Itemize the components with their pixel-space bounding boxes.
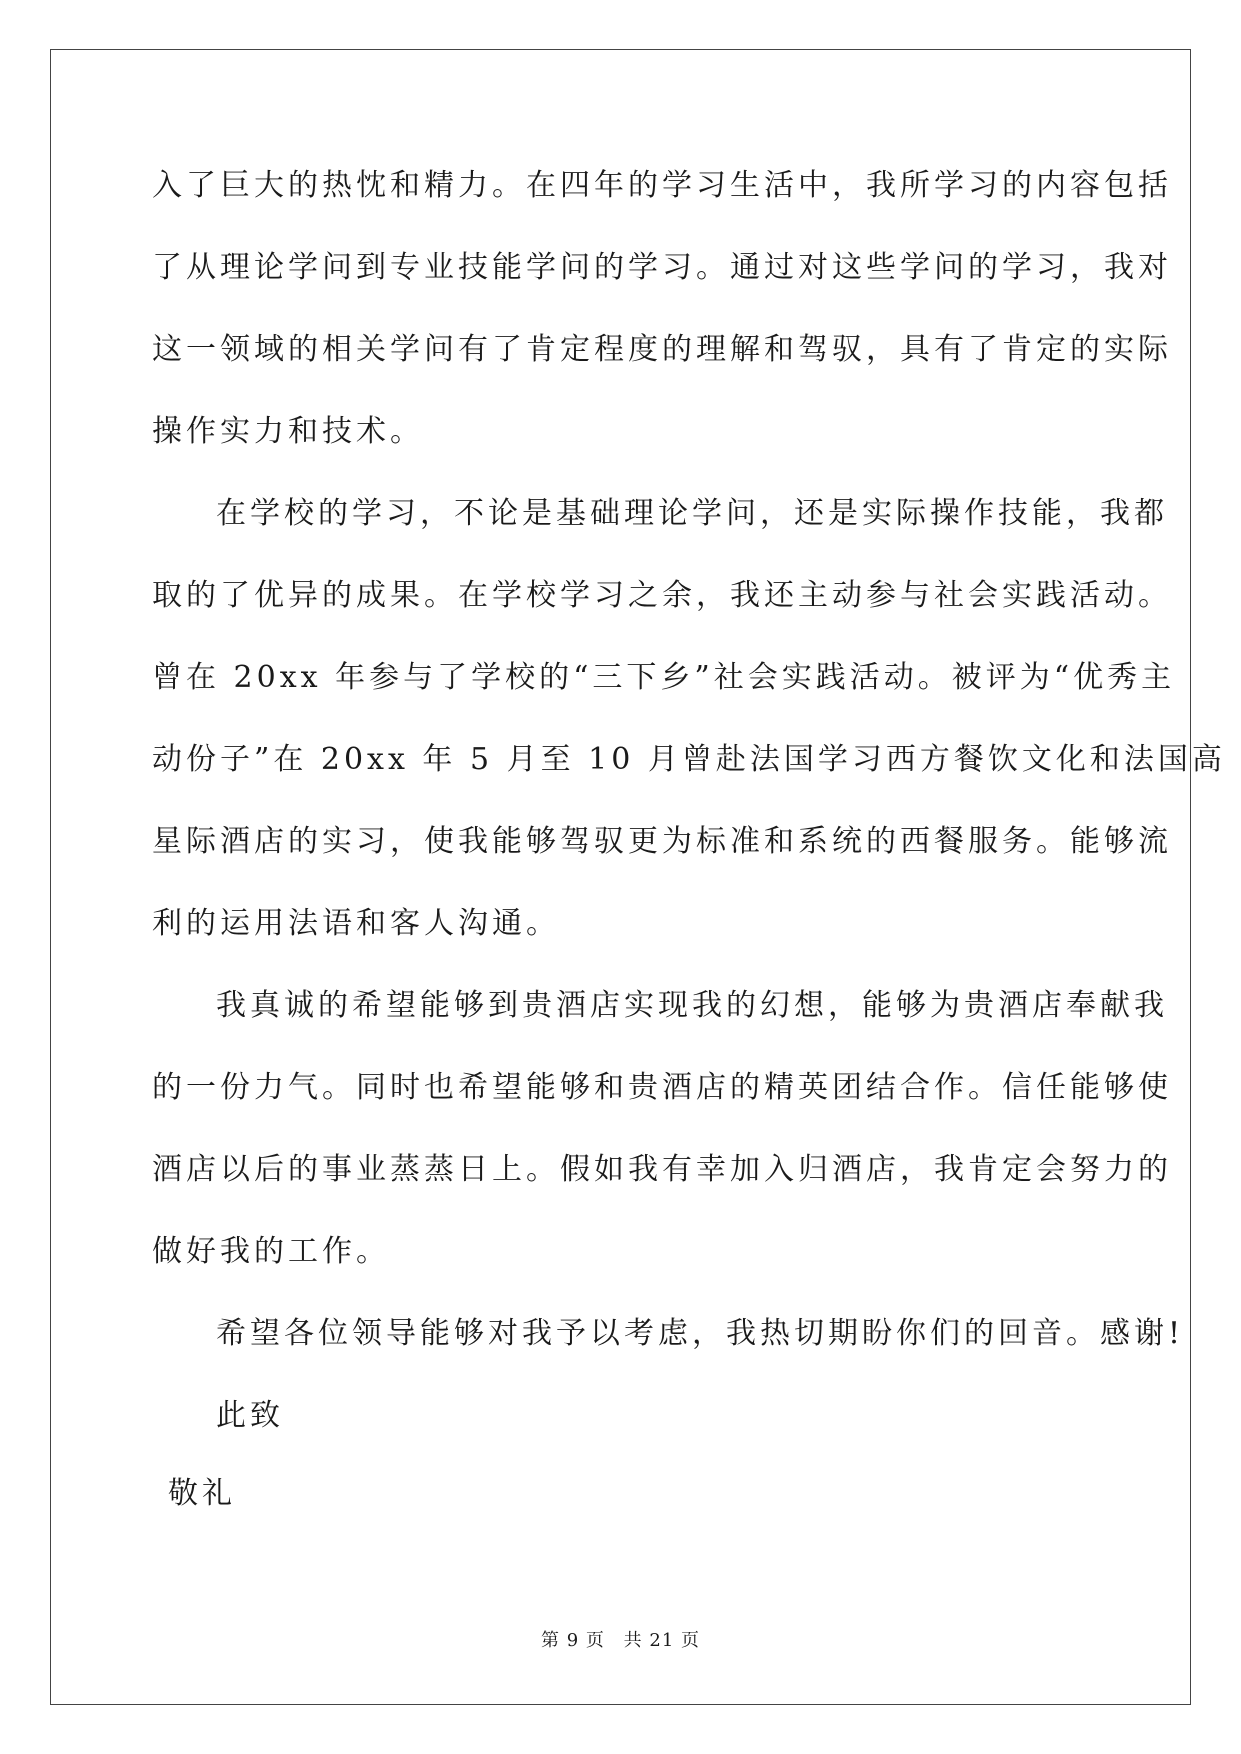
paragraph-start-line: 我真诚的希望能够到贵酒店实现我的幻想，能够为贵酒店奉献我 <box>216 988 1168 1023</box>
text-line: 星际酒店的实习，使我能够驾驭更为标准和系统的西餐服务。能够流 <box>152 824 1172 859</box>
page-footer <box>0 1626 1241 1652</box>
text-line: 这一领域的相关学问有了肯定程度的理解和驾驭，具有了肯定的实际 <box>152 332 1172 367</box>
text-line: 的一份力气。同时也希望能够和贵酒店的精英团结合作。信任能够使 <box>152 1070 1172 1105</box>
text-line: 入了巨大的热忱和精力。在四年的学习生活中，我所学习的内容包括 <box>152 168 1172 203</box>
text-line: 利的运用法语和客人沟通。 <box>152 906 560 941</box>
paragraph-start-line: 希望各位领导能够对我予以考虑，我热切期盼你们的回音。感谢! <box>216 1316 1185 1351</box>
text-line: 动份子”在 20xx 年 5 月至 10 月曾赴法国学习西方餐饮文化和法国高 <box>152 742 1226 777</box>
text-line: 酒店以后的事业蒸蒸日上。假如我有幸加入归酒店，我肯定会努力的 <box>152 1152 1172 1187</box>
text-line: 了从理论学问到专业技能学问的学习。通过对这些学问的学习，我对 <box>152 250 1172 285</box>
text-line: 曾在 20xx 年参与了学校的“三下乡”社会实践活动。被评为“优秀主 <box>152 660 1176 695</box>
letter-body <box>152 160 1226 1546</box>
text-line: 操作实力和技术。 <box>152 414 424 449</box>
closing-regards: 敬礼 <box>168 1476 236 1511</box>
text-line: 做好我的工作。 <box>152 1234 390 1269</box>
closing-salutation: 此致 <box>216 1398 284 1433</box>
page-number-total: 共 21 页 <box>623 1630 700 1651</box>
paragraph-start-line: 在学校的学习，不论是基础理论学问，还是实际操作技能，我都 <box>216 496 1168 531</box>
page-number-current: 第 9 页 <box>541 1630 605 1651</box>
text-line: 取的了优异的成果。在学校学习之余，我还主动参与社会实践活动。 <box>152 578 1172 613</box>
